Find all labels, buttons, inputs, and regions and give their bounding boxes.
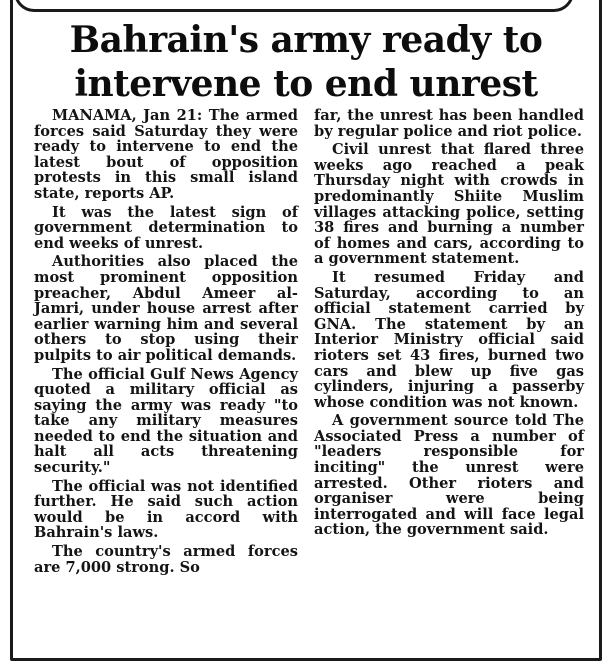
headline-line-1: Bahrain's army ready to: [69, 19, 543, 61]
paragraph: The country's armed forces are 7,000 strong. So: [34, 543, 298, 576]
paragraph: The official was not identified further. He said such action would be in accord with Bahrain's laws.: [34, 477, 298, 542]
paragraph: A government source told The Associated Press a number of "leaders responsible for inciting" the unrest were arrested. Other rioters and organiser were being interrogated and will face legal action, the government said.: [314, 412, 584, 539]
paragraph: It resumed Friday and Saturday, according to an official statement carried by GNA. The statement by an Interior Ministry official said rioters set 43 fires, burned two cars and blew up five gas cylinders, injuring a passerby whose condition was not known.: [314, 268, 584, 411]
headline: [14, 18, 598, 106]
dateline: MANAMA, Jan 21:: [52, 107, 203, 124]
paragraph-continued: far, the unrest has been handled by regular police and riot police.: [314, 107, 584, 140]
article-column-right: [314, 108, 584, 541]
paragraph: Authorities also placed the most prominent opposition preacher, Abdul Ameer al-Jamri, under house arrest after earlier warning him and several others to stop using their pulpits to air political demands.: [34, 253, 298, 364]
paragraph: The official Gulf News Agency quoted a military official as saying the army was ready "to take any military measures needed to end the situation and halt all acts threatening security.": [34, 365, 298, 477]
headline-line-2: intervene to end unrest: [74, 63, 538, 105]
article-column-left: [34, 108, 298, 578]
paragraph: It was the latest sign of government determination to end weeks of unrest.: [34, 203, 298, 252]
paragraph-lead: [34, 108, 298, 202]
paragraph-lead-text: The armed forces said Saturday they were ready to intervene to end the latest bout of opposition protests in this small island state, reports AP.: [34, 107, 298, 202]
paragraph: Civil unrest that flared three weeks ago reached a peak Thursday night with crowds in predominantly Shiite Muslim villages attacking police, setting 38 fires and burning a number of homes and cars, according to a government statement.: [314, 141, 584, 268]
